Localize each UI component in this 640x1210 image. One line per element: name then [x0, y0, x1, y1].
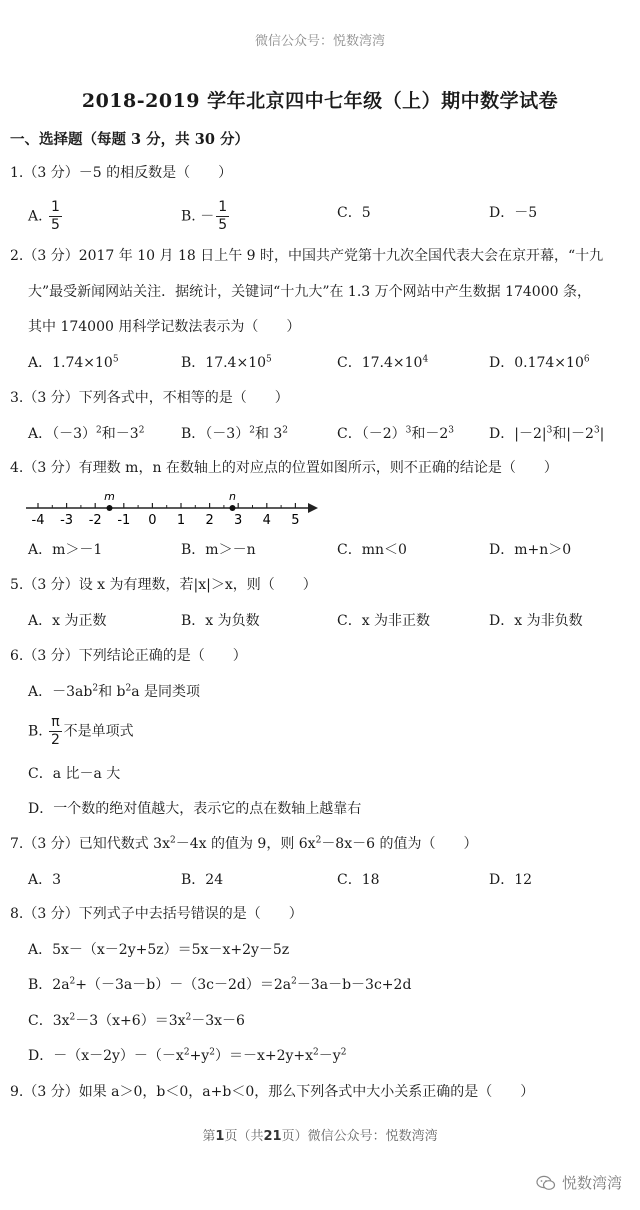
- q2-option-d: D．$0.174\times 10^6$: [489, 354, 590, 371]
- number-line-tick-label: 5: [291, 513, 300, 528]
- q3-option-d: D．$|-2|^3$和$|-2^3|$: [489, 425, 605, 442]
- q3-option-c: C．$(-2)^3$和$-2^3$: [337, 425, 455, 442]
- q3-option-b: B．$(-3)^2$和 $3^2$: [181, 425, 289, 442]
- section-heading: 一、选择题（每题 3 分，共 30 分）: [10, 131, 249, 148]
- q6-option-b: B. $\frac{\pi}{2}$ 不是单项式: [28, 714, 134, 748]
- number-line-tick-label: -2: [88, 513, 102, 528]
- q2-option-a: A．$1.74\times 10^5$: [28, 354, 119, 371]
- number-line-tick-label: 4: [262, 513, 271, 528]
- q7-stem: 7.（3 分）已知代数式 $3x^2-4x$ 的值为 9，则 $6x^2-8x-6$ 的值为（ ）: [10, 835, 478, 852]
- m-label: m: [104, 490, 115, 503]
- q1-option-b: B. － $\frac{1}{5}$: [181, 199, 228, 233]
- q4-option-b: B．m＞－n: [181, 542, 256, 558]
- number-line-tick-label: -4: [31, 513, 45, 528]
- q5-option-d: D．x 为非负数: [489, 613, 583, 629]
- watermark-text: 悦数湾湾: [561, 1174, 622, 1192]
- option-label: B.: [181, 208, 196, 225]
- q6-option-a: A．$-3ab^2$和 $b^2a$ 是同类项: [28, 683, 201, 700]
- q7-option-b: B．24: [181, 872, 224, 888]
- fraction: $\frac{\pi}{2}$: [50, 714, 60, 748]
- wechat-watermark: [536, 1172, 622, 1193]
- q6-option-c: C．a 比－a 大: [28, 766, 121, 782]
- number-line-arrow: [308, 503, 318, 513]
- page-number: 1: [215, 1129, 225, 1144]
- q1-option-d: D．－5: [489, 205, 538, 221]
- number-line-tick-label: 0: [148, 513, 157, 528]
- q5-option-b: B．x 为负数: [181, 613, 260, 629]
- page-title: 2018-2019 学年北京四中七年级（上）期中数学试卷: [81, 90, 559, 112]
- q7-option-d: D．12: [489, 872, 533, 888]
- option-label: A.: [28, 208, 43, 225]
- q8-option-a: A．5x－（x－2y+5z）＝5x－x+2y－5z: [28, 942, 290, 958]
- q7-option-a: A．3: [28, 872, 62, 888]
- page-total: 21: [263, 1129, 282, 1144]
- q4-option-d: D．m+n＞0: [489, 542, 572, 558]
- q4-option-c: C．mn＜0: [337, 542, 407, 558]
- q4-option-a: A．m＞－1: [28, 542, 103, 558]
- q1-option-c: C．5: [337, 205, 371, 221]
- q9-stem: 9.（3 分）如果 a＞0，b＜0，a+b＜0，那么下列各式中大小关系正确的是（ ）: [10, 1084, 535, 1100]
- q1-stem: 1.（3 分）－5 的相反数是（ ）: [10, 165, 233, 181]
- number-line-tick-label: 1: [176, 513, 186, 528]
- q4-stem: 4.（3 分）有理数 m，n 在数轴上的对应点的位置如图所示，则不正确的结论是（ ）: [10, 460, 558, 476]
- q6-option-d: D．一个数的绝对值越大，表示它的点在数轴上越靠右: [28, 801, 362, 817]
- number-line-tick-label: -1: [117, 513, 131, 528]
- q2-stem-line1: 2.（3 分）2017 年 10 月 18 日上午 9 时，中国共产党第十九次全国代表大会在京开幕，“十九: [10, 248, 604, 264]
- number-line-tick-label: 2: [205, 513, 214, 528]
- q5-stem: 5.（3 分）设 x 为有理数，若|x|＞x，则（ ）: [10, 577, 317, 593]
- q8-option-d: D．$-(x-2y)-(-x^2+y^2)=-x+2y+x^2-y^2$: [28, 1047, 347, 1064]
- q8-option-b: B．$2a^2+(-3a-b)-(3c-2d)=2a^2-3a-b-3c+2d$: [28, 976, 412, 993]
- number-line-figure: [22, 484, 322, 532]
- m-point: [107, 505, 113, 511]
- option-label: B.: [28, 723, 43, 740]
- q6-stem: 6.（3 分）下列结论正确的是（ ）: [10, 648, 247, 664]
- q2-option-c: C．$17.4\times 10^4$: [337, 354, 429, 371]
- number-line-tick-label: -3: [60, 513, 74, 528]
- q2-stem-line2: 大”最受新闻网站关注．据统计，关键词“十九大”在 1.3 万个网站中产生数据 174000 条，: [28, 284, 591, 300]
- page-header: 微信公众号：悦数湾湾: [254, 34, 385, 49]
- q2-option-b: B．$17.4\times 10^5$: [181, 354, 272, 371]
- fraction: $\frac{1}{5}$: [218, 199, 228, 233]
- q7-option-c: C．18: [337, 872, 380, 888]
- q8-stem: 8.（3 分）下列式子中去括号错误的是（ ）: [10, 906, 303, 922]
- n-point: [229, 505, 235, 511]
- number-line-tick-label: 3: [234, 513, 243, 528]
- fraction: $\frac{1}{5}$: [51, 199, 60, 233]
- q8-option-c: C．$3x^2-3(x+6)=3x^2-3x-6$: [28, 1012, 245, 1029]
- q3-option-a: A．$(-3)^2$和$-3^2$: [28, 425, 145, 442]
- page-footer: 第1页（共21页）微信公众号：悦数湾湾: [202, 1129, 438, 1144]
- q1-option-a: [28, 199, 64, 234]
- q3-stem: 3.（3 分）下列各式中，不相等的是（ ）: [10, 390, 289, 406]
- n-label: n: [228, 490, 236, 503]
- q2-stem-line3: 其中 174000 用科学记数法表示为（ ）: [28, 319, 301, 335]
- q5-option-c: C．x 为非正数: [337, 613, 431, 629]
- number-line-ticks: [32, 503, 300, 528]
- wechat-icon: [536, 1175, 556, 1191]
- q5-option-a: A．x 为正数: [28, 613, 107, 629]
